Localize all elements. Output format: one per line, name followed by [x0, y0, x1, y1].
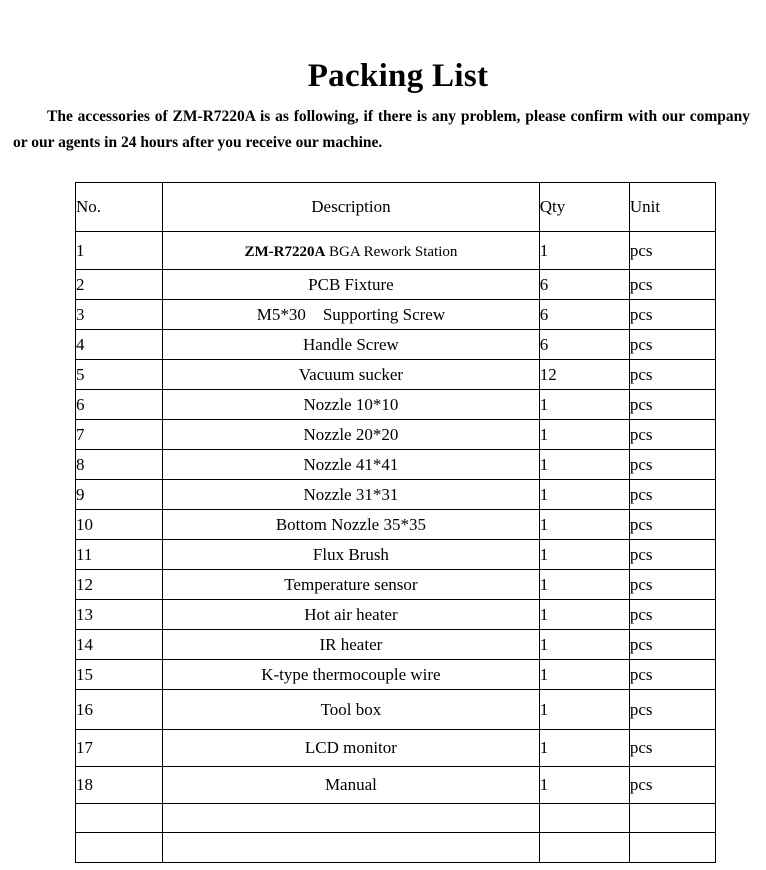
table-row	[76, 360, 716, 390]
cell-description	[163, 232, 540, 270]
cell-qty: 6	[539, 270, 629, 300]
cell-description: Temperature sensor	[163, 570, 540, 600]
header-unit: Unit	[629, 183, 715, 232]
cell-no: 8	[76, 450, 163, 480]
table-row	[76, 630, 716, 660]
cell-no: 4	[76, 330, 163, 360]
cell-unit: pcs	[629, 480, 715, 510]
cell-no: 1	[76, 232, 163, 270]
table-row	[76, 600, 716, 630]
table-row	[76, 232, 716, 270]
cell-no: 6	[76, 390, 163, 420]
item-description: BGA Rework Station	[325, 243, 458, 260]
cell-no: 17	[76, 730, 163, 767]
cell-qty: 1	[539, 690, 629, 730]
cell-unit: pcs	[629, 300, 715, 330]
cell-description: Nozzle 10*10	[163, 390, 540, 420]
cell-no: 9	[76, 480, 163, 510]
header-qty: Qty	[539, 183, 629, 232]
table-row	[76, 730, 716, 767]
cell-unit: pcs	[629, 450, 715, 480]
cell-unit: pcs	[629, 570, 715, 600]
cell-unit: pcs	[629, 270, 715, 300]
cell-qty: 6	[539, 330, 629, 360]
cell-description: Nozzle 41*41	[163, 450, 540, 480]
cell-unit	[629, 833, 715, 863]
cell-qty: 1	[539, 630, 629, 660]
cell-unit	[629, 804, 715, 833]
cell-description: IR heater	[163, 630, 540, 660]
cell-no: 11	[76, 540, 163, 570]
cell-no: 3	[76, 300, 163, 330]
cell-no: 5	[76, 360, 163, 390]
table-row	[76, 450, 716, 480]
cell-unit: pcs	[629, 660, 715, 690]
cell-no: 14	[76, 630, 163, 660]
cell-unit: pcs	[629, 730, 715, 767]
cell-no: 2	[76, 270, 163, 300]
page-title: Packing List	[307, 58, 489, 94]
table-header-row	[76, 183, 716, 232]
cell-unit: pcs	[629, 510, 715, 540]
cell-description: K-type thermocouple wire	[163, 660, 540, 690]
cell-unit: pcs	[629, 360, 715, 390]
cell-description: Vacuum sucker	[163, 360, 540, 390]
header-no: No.	[76, 183, 163, 232]
cell-qty: 1	[539, 232, 629, 270]
cell-description: LCD monitor	[163, 730, 540, 767]
table-row	[76, 300, 716, 330]
table-row	[76, 540, 716, 570]
cell-qty: 1	[539, 420, 629, 450]
cell-no	[76, 833, 163, 863]
cell-description	[163, 833, 540, 863]
cell-qty: 1	[539, 510, 629, 540]
cell-unit: pcs	[629, 690, 715, 730]
cell-unit: pcs	[629, 600, 715, 630]
table-row	[76, 330, 716, 360]
table-row	[76, 804, 716, 833]
table-row	[76, 270, 716, 300]
table-row	[76, 390, 716, 420]
cell-description: Handle Screw	[163, 330, 540, 360]
cell-qty	[539, 804, 629, 833]
intro-paragraph: The accessories of ZM-R7220A is as following, if there is any problem, please confirm with our company or our agents in 24 hours after you receive our machine.	[13, 108, 750, 151]
cell-no: 13	[76, 600, 163, 630]
table-row	[76, 420, 716, 450]
cell-qty: 1	[539, 480, 629, 510]
cell-qty: 1	[539, 390, 629, 420]
table-row	[76, 570, 716, 600]
cell-description	[163, 804, 540, 833]
cell-qty: 1	[539, 600, 629, 630]
cell-description: M5*30 Supporting Screw	[163, 300, 540, 330]
cell-description: Flux Brush	[163, 540, 540, 570]
cell-unit: pcs	[629, 767, 715, 804]
cell-no: 7	[76, 420, 163, 450]
cell-no	[76, 804, 163, 833]
table-row	[76, 833, 716, 863]
table-row	[76, 690, 716, 730]
cell-description: Tool box	[163, 690, 540, 730]
model-name: ZM-R7220A	[244, 243, 326, 260]
cell-unit: pcs	[629, 540, 715, 570]
table-row	[76, 510, 716, 540]
cell-unit: pcs	[629, 630, 715, 660]
cell-description: Nozzle 20*20	[163, 420, 540, 450]
cell-unit: pcs	[629, 232, 715, 270]
cell-no: 16	[76, 690, 163, 730]
cell-qty: 1	[539, 570, 629, 600]
cell-no: 15	[76, 660, 163, 690]
cell-unit: pcs	[629, 330, 715, 360]
cell-description: PCB Fixture	[163, 270, 540, 300]
cell-description: Hot air heater	[163, 600, 540, 630]
header-description: Description	[163, 183, 540, 232]
cell-description: Nozzle 31*31	[163, 480, 540, 510]
cell-qty	[539, 833, 629, 863]
cell-qty: 1	[539, 450, 629, 480]
cell-qty: 6	[539, 300, 629, 330]
cell-description: Manual	[163, 767, 540, 804]
table-row	[76, 660, 716, 690]
cell-no: 18	[76, 767, 163, 804]
cell-qty: 1	[539, 767, 629, 804]
cell-unit: pcs	[629, 390, 715, 420]
cell-qty: 1	[539, 540, 629, 570]
packing-list-table	[75, 182, 716, 863]
cell-unit: pcs	[629, 420, 715, 450]
table-row	[76, 767, 716, 804]
cell-qty: 1	[539, 730, 629, 767]
cell-no: 10	[76, 510, 163, 540]
cell-description: Bottom Nozzle 35*35	[163, 510, 540, 540]
table-row	[76, 480, 716, 510]
cell-no: 12	[76, 570, 163, 600]
cell-qty: 12	[539, 360, 629, 390]
cell-qty: 1	[539, 660, 629, 690]
